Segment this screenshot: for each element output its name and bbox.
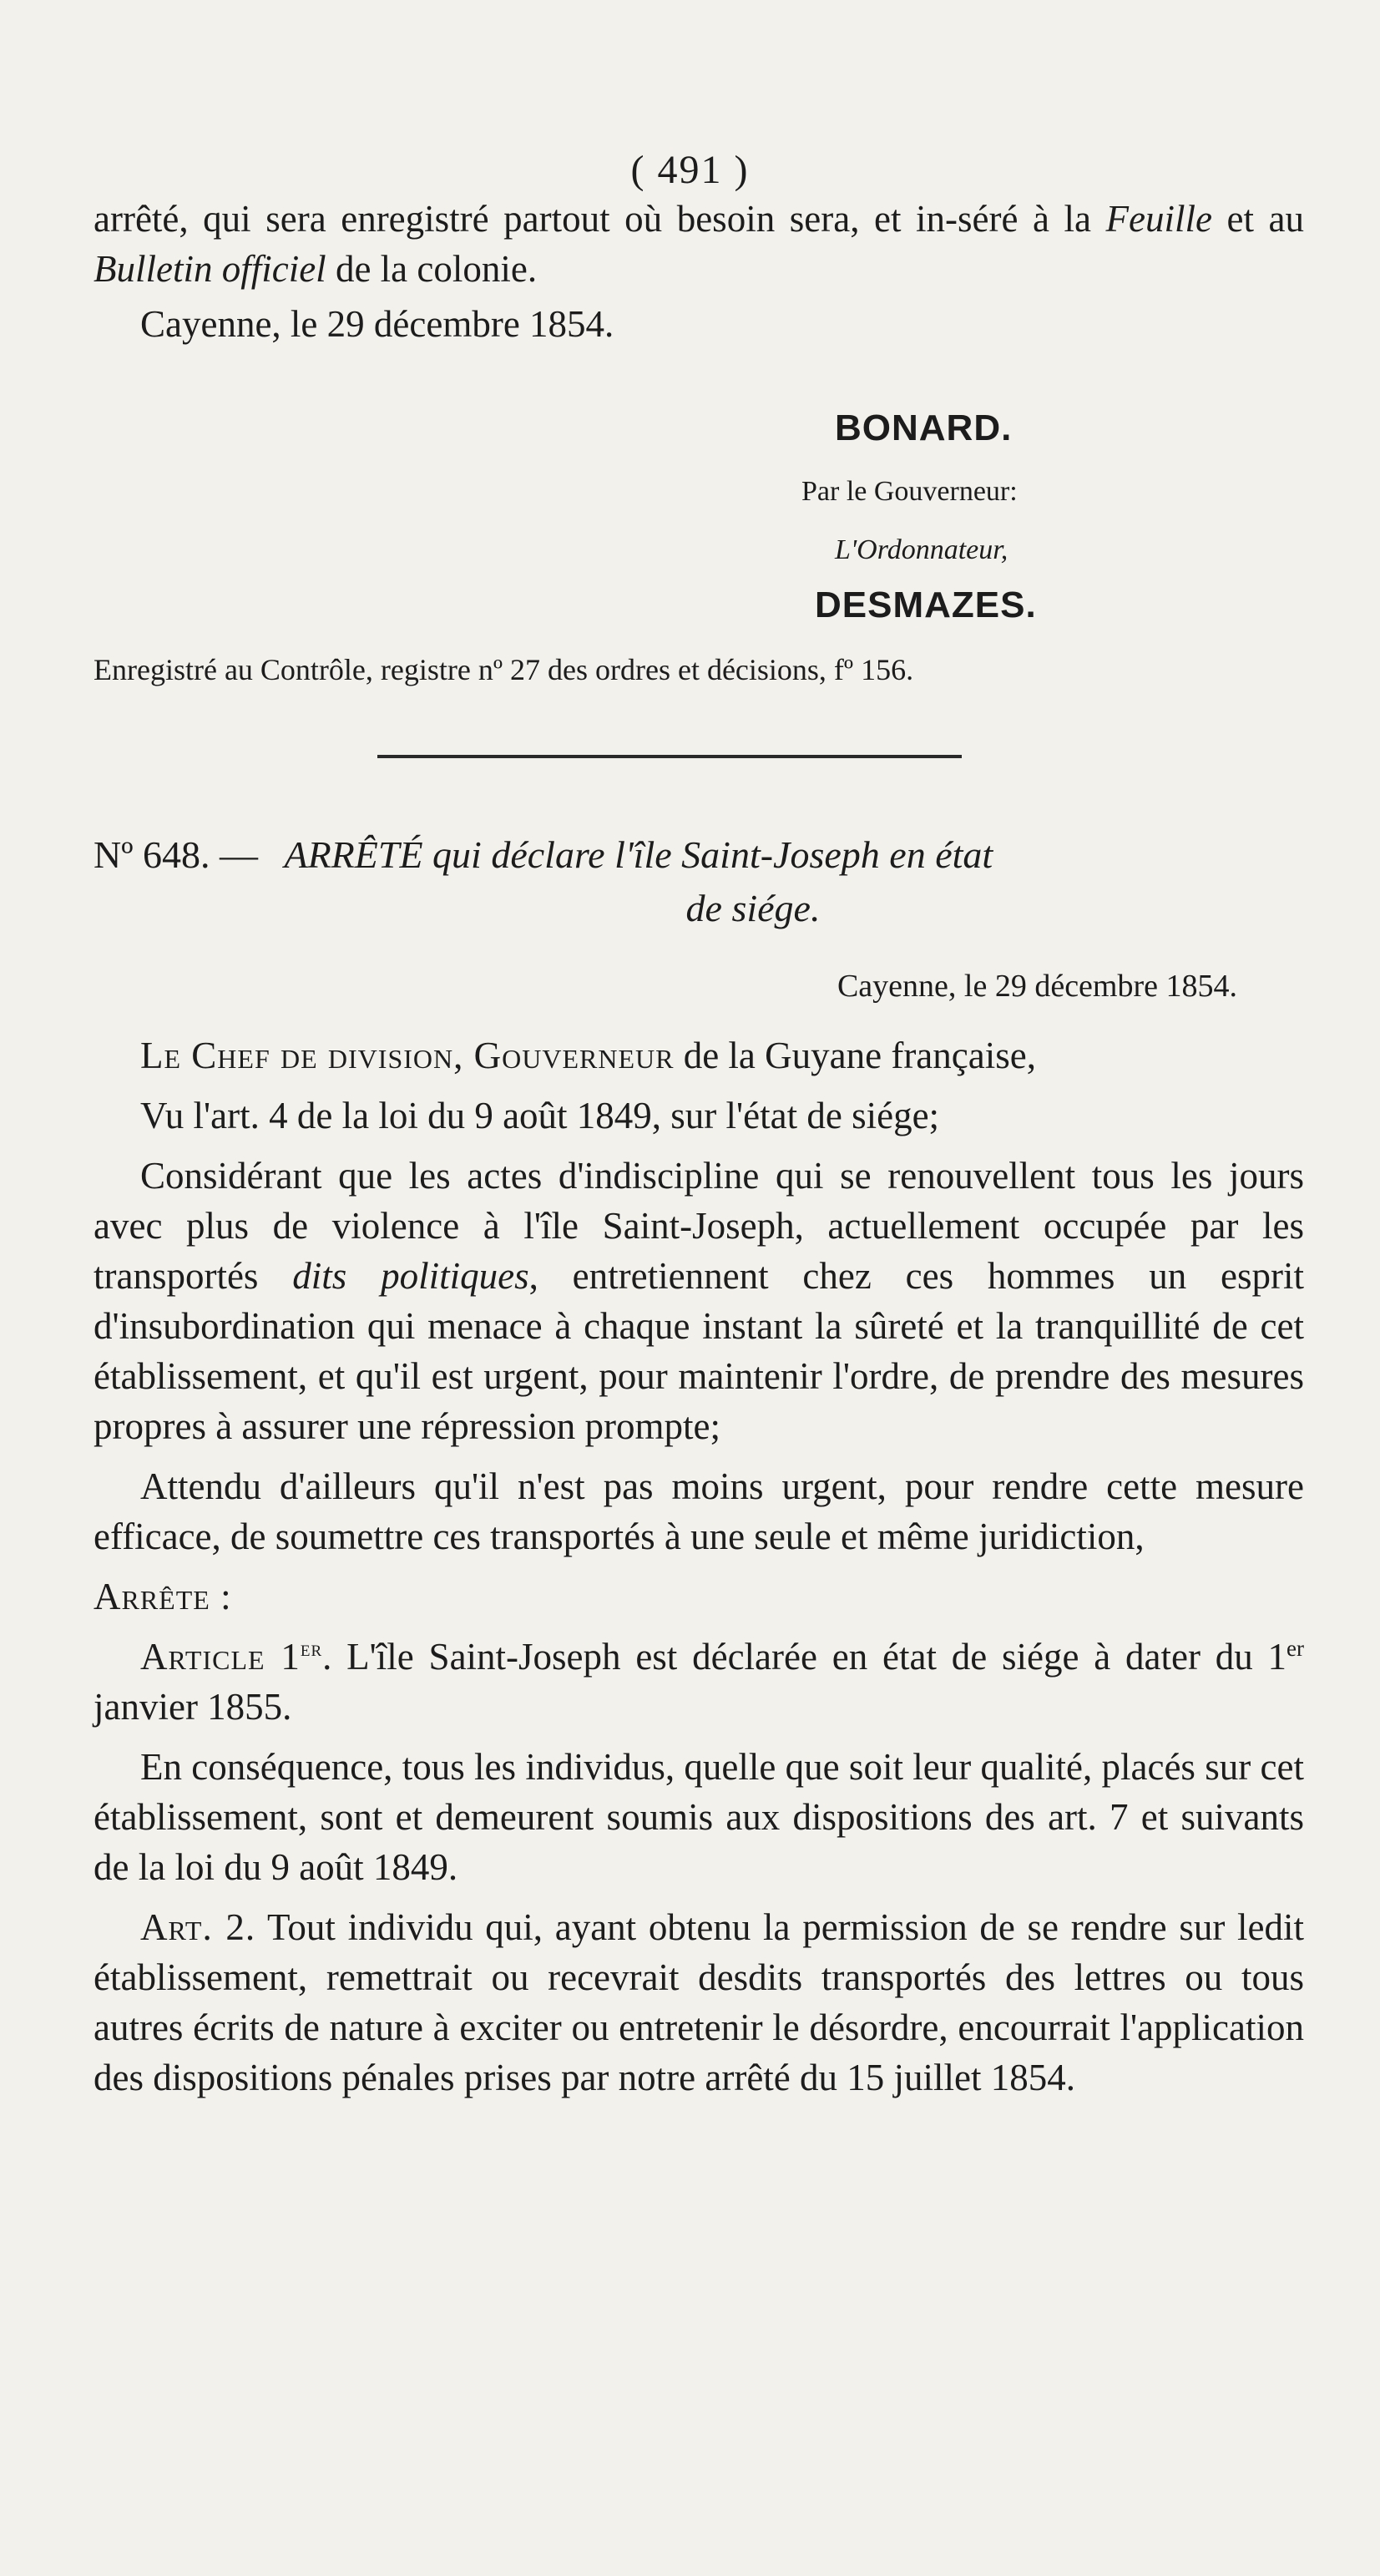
considerant-text-1: Considérant que les actes d'indiscipline qui se renouvellent tous les jours avec plus de violence à l'île Saint-Joseph, actuellement occupée par les transportés [94, 1155, 1304, 1297]
top-paragraph-block [94, 194, 1304, 359]
chef-title: Le Chef de division, Gouverneur [140, 1035, 675, 1076]
article-2-paragraph [94, 1902, 1304, 2103]
article-1-text-b: janvier 1855. [94, 1686, 292, 1728]
article-1-sup2: er [1286, 1636, 1305, 1661]
article-1-label-text: Article 1 [140, 1636, 301, 1678]
bulletin-title: Bulletin officiel [94, 248, 326, 290]
article-1-paragraph [94, 1632, 1304, 1732]
page-number: ( 491 ) [630, 148, 750, 192]
chef-rest: de la Guyane française, [674, 1035, 1036, 1076]
decree-title-line1: ARRÊTÉ qui déclare l'île Saint-Joseph en état [284, 833, 993, 876]
section-divider [377, 755, 962, 758]
article-1-label [140, 1636, 322, 1678]
consequence-paragraph: En conséquence, tous les individus, quelle que soit leur qualité, placés sur cet établissement, sont et demeurent soumis aux dispositions des art. 7 et suivants de la loi du 9 août 1849. [94, 1746, 1304, 1888]
top-paragraph-text-2: et au [1211, 198, 1305, 240]
place-date-first: Cayenne, le 29 décembre 1854. [140, 303, 614, 345]
register-note: Enregistré au Contrôle, registre nº 27 des ordres et décisions, fº 156. [94, 653, 914, 686]
decree-number: Nº 648. — [94, 833, 268, 876]
attendu-paragraph: Attendu d'ailleurs qu'il n'est pas moins urgent, pour rendre cette mesure efficace, de soumettre ces transportés à une seule et même juridiction, [94, 1465, 1304, 1557]
decree-title-line2: de siége. [685, 887, 821, 929]
signature-bonard: BONARD. [835, 407, 1013, 448]
dits-politiques: dits politiques [292, 1255, 529, 1297]
top-paragraph [94, 194, 1304, 294]
arrete-heading: Arrête : [94, 1576, 232, 1617]
decree-title [94, 828, 1304, 935]
feuille-title: Feuille [1105, 198, 1212, 240]
decree-body [94, 1030, 1304, 2113]
decree-dateline: Cayenne, le 29 décembre 1854. [837, 969, 1237, 1004]
vu-paragraph: Vu l'art. 4 de la loi du 9 août 1849, sur l'état de siége; [140, 1095, 940, 1136]
chef-paragraph [94, 1030, 1304, 1081]
article-1-sup: er [300, 1636, 323, 1661]
article-1-text-a: . L'île Saint-Joseph est déclarée en état de siége à dater du 1 [322, 1636, 1287, 1678]
article-2-text: Tout individu qui, ayant obtenu la permission de se rendre sur ledit établissement, remettrait ou recevrait desdits transportés des lettres ou tous autres écrits de nature à exciter ou entretenir le désordre, encourrait l'application des dispositions pénales prises par notre arrêté du 15 juillet 1854. [94, 1906, 1305, 2098]
considerant-paragraph [94, 1151, 1304, 1451]
signature-par-le-gouverneur: Par le Gouverneur: [801, 476, 1018, 507]
considerant-text-2: , entretiennent chez ces hommes un esprit d'insubordination qui menace à chaque instant la sûreté et la tranquillité de cet établissement, et qu'il est urgent, pour maintenir l'ordre, de prendre des mesures propres à assurer une répression prompte; [94, 1255, 1305, 1447]
signature-ordonnateur: L'Ordonnateur, [835, 534, 1008, 565]
signature-desmazes: DESMAZES. [815, 585, 1037, 625]
top-paragraph-text-1: arrêté, qui sera enregistré partout où besoin sera, et in-séré à la [94, 198, 1106, 240]
article-2-label: Art. 2. [140, 1906, 256, 1948]
top-paragraph-text-3: de la colonie. [326, 248, 538, 290]
